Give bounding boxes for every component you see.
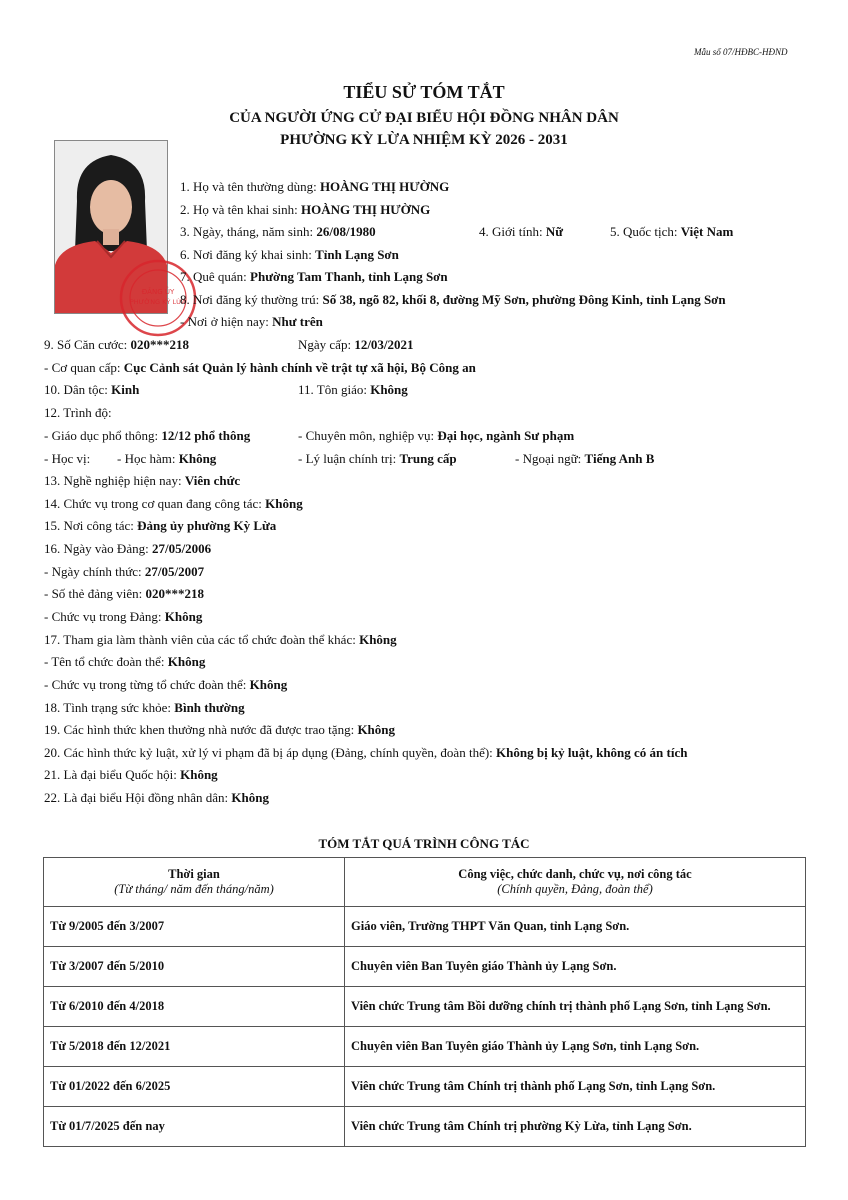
- field-workplace: 15. Nơi công tác: Đảng ủy phường Kỳ Lừa: [44, 518, 277, 533]
- field-peoples-council-deputy: 22. Là đại biểu Hội đồng nhân dân: Không: [44, 790, 269, 805]
- field-common-name: 1. Họ và tên thường dùng: HOÀNG THỊ HƯỜNG: [180, 179, 450, 194]
- table-row: [44, 947, 806, 987]
- field-academic-title: - Học hàm: Không: [117, 451, 217, 466]
- document-subtitle-2: PHƯỜNG KỲ LỪA NHIỆM KỲ 2026 - 2031: [280, 132, 568, 148]
- position-cell: Giáo viên, Trường THPT Văn Quan, tỉnh Lạng Sơn.: [345, 907, 806, 947]
- field-religion: 11. Tôn giáo: Không: [298, 382, 408, 397]
- field-position-at-work: 14. Chức vụ trong cơ quan đang công tác: Không: [44, 496, 303, 511]
- table-row: [44, 987, 806, 1027]
- field-political-theory: - Lý luận chính trị: Trung cấp: [298, 451, 457, 466]
- field-id-issuer: - Cơ quan cấp: Cục Cảnh sát Quản lý hành chính về trật tự xã hội, Bộ Công an: [44, 360, 476, 375]
- position-cell: Viên chức Trung tâm Bồi dưỡng chính trị thành phố Lạng Sơn, tỉnh Lạng Sơn.: [345, 987, 806, 1027]
- field-birth-registration: 6. Nơi đăng ký khai sinh: Tỉnh Lạng Sơn: [180, 247, 399, 262]
- table-header-row: [44, 858, 806, 907]
- field-party-official-date: - Ngày chính thức: 27/05/2007: [44, 564, 205, 579]
- position-cell: Chuyên viên Ban Tuyên giáo Thành ủy Lạng Sơn, tỉnh Lạng Sơn.: [345, 1027, 806, 1067]
- field-birth-name: 2. Họ và tên khai sinh: HOÀNG THỊ HƯỜNG: [180, 202, 431, 217]
- work-history-title: TÓM TẮT QUÁ TRÌNH CÔNG TÁC: [318, 836, 530, 851]
- position-cell: Chuyên viên Ban Tuyên giáo Thành ủy Lạng Sơn.: [345, 947, 806, 987]
- document-subtitle-1: CỦA NGƯỜI ỨNG CỬ ĐẠI BIỂU HỘI ĐỒNG NHÂN DÂN: [229, 110, 619, 126]
- document-title: TIỂU SỬ TÓM TẮT: [343, 82, 505, 102]
- field-specialization: - Chuyên môn, nghiệp vụ: Đại học, ngành Sư phạm: [298, 428, 575, 443]
- table-row: [44, 1067, 806, 1107]
- field-other-organizations: 17. Tham gia làm thành viên của các tổ chức đoàn thể khác: Không: [44, 632, 397, 647]
- table-row: [44, 1107, 806, 1147]
- field-qualification-heading: 12. Trình độ:: [44, 405, 112, 420]
- field-degree: - Học vị:: [44, 451, 91, 466]
- table-row: [44, 1027, 806, 1067]
- field-disciplinary: 20. Các hình thức kỷ luật, xử lý vi phạm đã bị áp dụng (Đảng, chính quyền, đoàn thể): Không bị kỷ luật, không có án tích: [44, 745, 688, 760]
- time-cell: Từ 5/2018 đến 12/2021: [44, 1027, 345, 1067]
- field-party-position: - Chức vụ trong Đảng: Không: [44, 609, 203, 624]
- field-party-join-date: 16. Ngày vào Đảng: 27/05/2006: [44, 541, 212, 556]
- field-birth-date: 3. Ngày, tháng, năm sinh: 26/08/1980: [180, 224, 376, 239]
- time-cell: Từ 6/2010 đến 4/2018: [44, 987, 345, 1027]
- table-row: [44, 907, 806, 947]
- svg-text:PHƯỜNG KỲ LỪA: PHƯỜNG KỲ LỪA: [129, 298, 187, 306]
- field-gender: 4. Giới tính: Nữ: [479, 224, 564, 239]
- field-id-number: 9. Số Căn cước: 020***218: [44, 337, 189, 352]
- time-cell: Từ 01/2022 đến 6/2025: [44, 1067, 345, 1107]
- field-permanent-residence: 8. Nơi đăng ký thường trú: Số 38, ngõ 82, khối 8, đường Mỹ Sơn, phường Đông Kinh, tỉnh Lạng Sơn: [180, 292, 726, 307]
- field-awards: 19. Các hình thức khen thưởng nhà nước đã được trao tặng: Không: [44, 722, 396, 737]
- position-cell: Viên chức Trung tâm Chính trị thành phố Lạng Sơn, tỉnh Lạng Sơn.: [345, 1067, 806, 1107]
- time-cell: Từ 01/7/2025 đến nay: [44, 1107, 345, 1147]
- field-health-status: 18. Tình trạng sức khỏe: Bình thường: [44, 700, 245, 715]
- field-occupation: 13. Nghề nghiệp hiện nay: Viên chức: [44, 473, 241, 488]
- field-party-card-number: - Số thẻ đảng viên: 020***218: [44, 586, 204, 601]
- field-organization-position: - Chức vụ trong từng tổ chức đoàn thể: Không: [44, 677, 288, 692]
- field-general-education: - Giáo dục phổ thông: 12/12 phổ thông: [44, 428, 251, 443]
- position-cell: Viên chức Trung tâm Chính trị phường Kỳ Lừa, tỉnh Lạng Sơn.: [345, 1107, 806, 1147]
- field-national-assembly-deputy: 21. Là đại biểu Quốc hội: Không: [44, 767, 218, 782]
- work-history-table: [43, 857, 806, 1147]
- svg-text:ĐẢNG ỦY: ĐẢNG ỦY: [141, 288, 175, 296]
- field-hometown: 7. Quê quán: Phường Tam Thanh, tỉnh Lạng Sơn: [180, 269, 448, 284]
- field-current-residence: - Nơi ở hiện nay: Như trên: [180, 314, 323, 329]
- field-id-issue-date: Ngày cấp: 12/03/2021: [298, 337, 414, 352]
- field-organization-name: - Tên tổ chức đoàn thể: Không: [44, 654, 206, 669]
- column-header-position: Công việc, chức danh, chức vụ, nơi công tác (Chính quyền, Đảng, đoàn thể): [345, 858, 806, 907]
- field-foreign-language: - Ngoại ngữ: Tiếng Anh B: [515, 451, 655, 466]
- field-nationality: 5. Quốc tịch: Việt Nam: [610, 224, 734, 239]
- field-ethnicity: 10. Dân tộc: Kinh: [44, 382, 140, 397]
- time-cell: Từ 9/2005 đến 3/2007: [44, 907, 345, 947]
- form-code: Mẫu số 07/HĐBC-HĐND: [694, 47, 788, 57]
- column-header-time: Thời gian (Từ tháng/ năm đến tháng/năm): [44, 858, 345, 907]
- time-cell: Từ 3/2007 đến 5/2010: [44, 947, 345, 987]
